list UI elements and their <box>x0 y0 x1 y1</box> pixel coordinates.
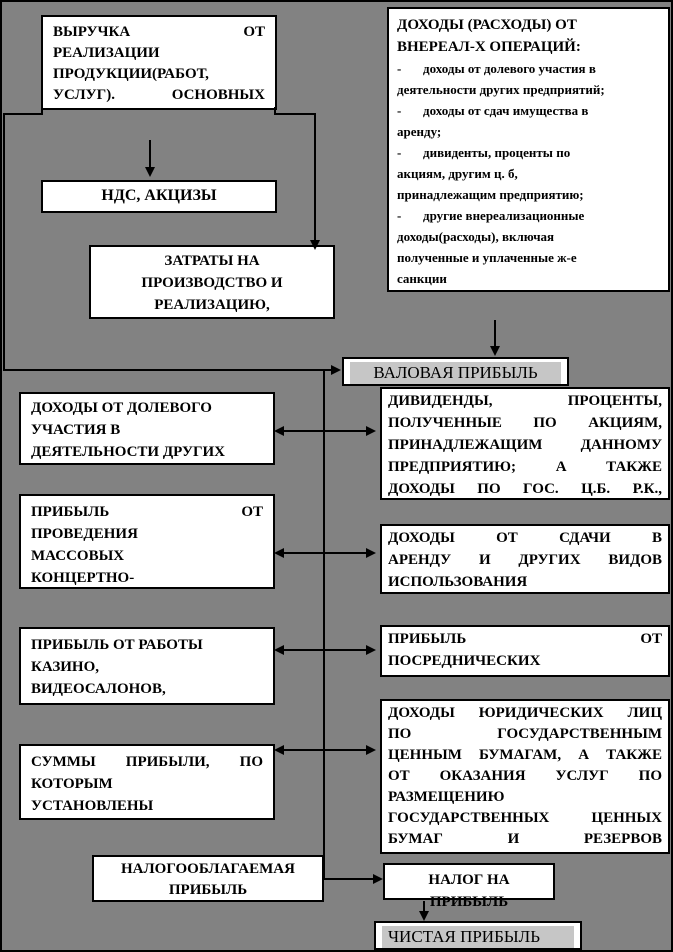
node-net-profit <box>374 921 582 950</box>
connector-left-edge-v <box>3 113 5 371</box>
node-line: ДОХОДЫ ОТ СДАЧИ В <box>388 530 662 546</box>
node-line: ПОЛУЧЕННЫЕ ПО АКЦИЯМ, <box>388 415 662 431</box>
node-casino-profit <box>19 627 275 705</box>
node-line: УЧАСТИЯ В <box>31 422 121 438</box>
node-line: ДОХОДЫ ЮРИДИЧЕСКИХ ЛИЦ <box>388 705 662 721</box>
node-intermediary-profit <box>380 625 670 677</box>
double-arrow-row3-line <box>282 649 368 651</box>
node-nonoperating-item-text: доходы от сдач имущества в <box>423 103 589 118</box>
node-nonoperating-title: ВНЕРЕАЛ-Х ОПЕРАЦИЙ: <box>397 39 581 55</box>
node-production-costs-line: ЗАТРАТЫ НА <box>164 253 260 269</box>
node-production-costs-line: РЕАЛИЗАЦИЮ, <box>154 297 270 313</box>
double-arrow-row1-line <box>282 430 368 432</box>
node-nonoperating-item-text: доходы от долевого участия в <box>423 61 596 76</box>
node-line: КОТОРЫМ <box>31 776 113 792</box>
node-line: СУММЫ ПРИБЫЛИ, ПО <box>31 754 263 770</box>
node-line: БУМАГ И РЕЗЕРВОВ <box>388 831 662 847</box>
connector-nonoperating-to-gross-v <box>494 320 496 347</box>
node-nonoperating-item-text: другие внереализационные <box>423 208 585 223</box>
node-line: ПРИНАДЛЕЖАЩИМ ДАННОМУ <box>388 437 662 453</box>
node-revenue-line: ПРОДУКЦИИ(РАБОТ, <box>53 66 209 82</box>
connector-top-left-h <box>3 113 43 115</box>
node-nonoperating-item <box>397 121 660 142</box>
node-line: ДЕЯТЕЛЬНОСТИ ДРУГИХ <box>31 444 225 460</box>
node-nonoperating-item-text: доходы(расходы), включая <box>397 229 555 244</box>
node-nonoperating-item <box>397 163 660 184</box>
node-line: РАЗМЕЩЕНИЮ <box>388 789 505 805</box>
node-nonoperating-item <box>397 268 660 289</box>
node-line: ПОСРЕДНИЧЕСКИХ <box>388 653 541 669</box>
node-equity-participation-income <box>19 392 275 465</box>
double-arrow-row4-line <box>282 749 368 751</box>
connector-middle-spine-v <box>323 371 325 880</box>
node-vat-excise <box>41 180 277 213</box>
node-vat-excise-label: НДС, АКЦИЗЫ <box>101 187 217 204</box>
bullet-dash: - <box>397 103 402 118</box>
connector-revenue-to-vat-v <box>149 140 151 168</box>
connector-top-right-h <box>274 113 316 115</box>
node-nonoperating-item <box>397 205 660 226</box>
node-line: НАЛОГ НА <box>428 872 510 888</box>
arrowhead-into-costs <box>310 240 320 250</box>
node-line: ПО ГОСУДАРСТВЕННЫМ <box>388 726 662 742</box>
node-line: УСТАНОВЛЕНЫ <box>31 798 154 814</box>
node-nonoperating-item <box>397 142 660 163</box>
connector-taxable-to-tax-h <box>323 878 375 880</box>
node-nonoperating-item-text: акциям, другим ц. б, <box>397 166 518 181</box>
node-production-costs <box>89 245 335 319</box>
arrowhead-into-gross-from-nonoperating <box>490 346 500 356</box>
node-fixed-rate-profit-sums <box>19 744 275 820</box>
bullet-dash: - <box>397 61 402 76</box>
node-line: ЦЕННЫМ БУМАГАМ, А ТАКЖЕ <box>388 747 662 763</box>
node-nonoperating-item <box>397 100 660 121</box>
node-profit-tax <box>383 863 555 910</box>
node-line: ОТ ОКАЗАНИЯ УСЛУГ ПО <box>388 768 662 784</box>
node-nonoperating-item-text: полученные и уплаченные ж-е <box>397 250 577 265</box>
node-gross-profit <box>342 357 569 386</box>
node-nonoperating-item-text: аренду; <box>397 124 442 139</box>
double-arrow-row2-line <box>282 552 368 554</box>
double-arrow-row4-left-head <box>274 745 284 755</box>
node-taxable-profit <box>92 855 324 902</box>
double-arrow-row2-right-head <box>366 548 376 558</box>
node-dividends-interest <box>380 387 670 500</box>
node-net-profit-label: ЧИСТАЯ ПРИБЫЛЬ <box>382 926 574 948</box>
node-nonoperating-item <box>397 247 660 268</box>
node-revenue-line: УСЛУГ). ОСНОВНЫХ <box>53 87 265 103</box>
node-rental-income <box>380 524 670 594</box>
arrowhead-into-profit-tax <box>373 874 383 884</box>
node-gross-profit-label: ВАЛОВАЯ ПРИБЫЛЬ <box>350 362 561 384</box>
node-nonoperating-title: ДОХОДЫ (РАСХОДЫ) ОТ <box>397 17 577 33</box>
node-line: ПРЕДПРИЯТИЮ; А ТАКЖЕ <box>388 459 662 475</box>
node-line: ГОСУДАРСТВЕННЫХ ЦЕННЫХ <box>388 810 662 826</box>
arrowhead-into-vat <box>145 167 155 177</box>
node-nonoperating-item <box>397 226 660 247</box>
node-line: МАССОВЫХ <box>31 548 125 564</box>
node-line: ДОХОДЫ ОТ ДОЛЕВОГО <box>31 400 212 416</box>
double-arrow-row3-right-head <box>366 645 376 655</box>
node-nonoperating-income <box>387 7 670 292</box>
arrowhead-into-gross-profit <box>331 365 341 375</box>
node-line: КАЗИНО, <box>31 659 100 675</box>
arrowhead-into-net-profit <box>419 911 429 921</box>
node-line: АРЕНДУ И ДРУГИХ ВИДОВ <box>388 552 662 568</box>
node-nonoperating-item-text: санкции <box>397 271 447 286</box>
double-arrow-row1-left-head <box>274 426 284 436</box>
connector-to-gross-profit-h <box>3 369 333 371</box>
node-line: ДОХОДЫ ПО ГОС. Ц.Б. Р.К., <box>388 481 662 497</box>
node-line: ВИДЕОСАЛОНОВ, <box>31 681 166 697</box>
node-line: НАЛОГООБЛАГАЕМАЯ <box>121 861 295 877</box>
node-line: ПРИБЫЛЬ ОТ РАБОТЫ <box>31 637 203 653</box>
node-line-clipped: ПРИБЫЛЬ <box>429 894 509 910</box>
node-revenue-line: РЕАЛИЗАЦИИ <box>53 45 160 61</box>
double-arrow-row4-right-head <box>366 745 376 755</box>
bullet-dash: - <box>397 145 402 160</box>
node-line: ИСПОЛЬЗОВАНИЯ <box>388 574 528 590</box>
node-concert-events-profit <box>19 494 275 589</box>
node-nonoperating-item-text: деятельности других предприятий; <box>397 82 605 97</box>
node-nonoperating-item <box>397 184 660 205</box>
node-line: КОНЦЕРТНО- <box>31 570 135 586</box>
node-revenue-line: ВЫРУЧКА ОТ <box>53 24 265 40</box>
double-arrow-row2-left-head <box>274 548 284 558</box>
node-nonoperating-item-text: принадлежащим предприятию; <box>397 187 584 202</box>
node-line: ПРИБЫЛЬ <box>168 882 248 898</box>
node-nonoperating-item <box>397 79 660 100</box>
node-government-securities-income <box>380 699 670 854</box>
connector-to-costs-v <box>314 113 316 241</box>
double-arrow-row1-right-head <box>366 426 376 436</box>
node-production-costs-line: ПРОИЗВОДСТВО И <box>141 275 283 291</box>
node-line: ПРОВЕДЕНИЯ <box>31 526 138 542</box>
node-revenue <box>41 15 277 110</box>
node-nonoperating-item-text: дивиденты, проценты по <box>423 145 571 160</box>
node-line: ПРИБЫЛЬ ОТ <box>31 504 263 520</box>
node-nonoperating-item <box>397 58 660 79</box>
double-arrow-row3-left-head <box>274 645 284 655</box>
node-line: ПРИБЫЛЬ ОТ <box>388 631 662 647</box>
node-line: ДИВИДЕНДЫ, ПРОЦЕНТЫ, <box>388 393 662 409</box>
bullet-dash: - <box>397 208 402 223</box>
